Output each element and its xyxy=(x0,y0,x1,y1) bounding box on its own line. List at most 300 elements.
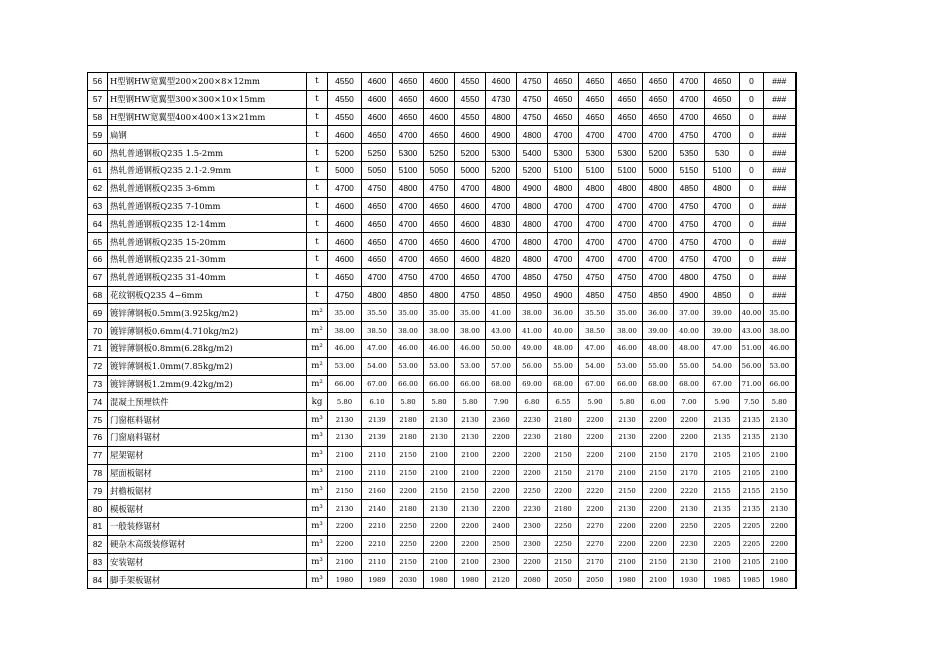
material-name-cell: 脚手架板锯材 xyxy=(108,571,307,589)
price-cell: 4750 xyxy=(579,268,612,286)
price-cell: 5200 xyxy=(486,161,517,179)
price-cell: 2105 xyxy=(705,446,740,464)
price-cell: 2200 xyxy=(643,535,674,553)
price-cell: 4650 xyxy=(424,250,455,268)
price-cell: 4700 xyxy=(393,250,424,268)
price-cell: 5250 xyxy=(424,144,455,162)
price-cell: 2135 xyxy=(705,500,740,518)
price-cell: 4800 xyxy=(643,179,674,197)
price-cell: 2139 xyxy=(362,428,393,446)
price-cell: 2130 xyxy=(764,500,796,518)
price-cell: 4700 xyxy=(424,268,455,286)
price-cell: 2200 xyxy=(517,464,548,482)
price-cell: 2205 xyxy=(705,535,740,553)
price-cell: 4600 xyxy=(455,250,486,268)
price-cell: 4700 xyxy=(674,90,705,108)
price-cell: 4650 xyxy=(705,73,740,91)
price-cell: 5.90 xyxy=(705,393,740,411)
unit-cell: t xyxy=(307,144,328,162)
price-cell: 2200 xyxy=(486,428,517,446)
price-cell: 2150 xyxy=(393,464,424,482)
price-cell: 2135 xyxy=(705,411,740,429)
unit-cell: kg xyxy=(307,393,328,411)
price-cell: 2170 xyxy=(674,464,705,482)
price-cell: 4850 xyxy=(579,286,612,304)
price-cell: 2200 xyxy=(643,411,674,429)
price-cell: 2180 xyxy=(393,500,424,518)
price-cell: 5400 xyxy=(517,144,548,162)
price-cell: 43.00 xyxy=(486,322,517,340)
price-cell: 6.10 xyxy=(362,393,393,411)
price-cell: 4800 xyxy=(517,250,548,268)
price-cell: 35.00 xyxy=(424,304,455,322)
unit-cell: t xyxy=(307,108,328,126)
price-cell: 4600 xyxy=(362,90,393,108)
price-cell: 38.00 xyxy=(424,322,455,340)
row-number-cell: 61 xyxy=(88,161,108,179)
price-cell: 2135 xyxy=(740,411,764,429)
price-cell: 2100 xyxy=(643,571,674,589)
price-cell: 0 xyxy=(740,73,764,91)
price-cell: 2100 xyxy=(328,553,362,571)
price-cell: 4650 xyxy=(362,233,393,251)
price-cell: 46.00 xyxy=(328,339,362,357)
price-cell: 0 xyxy=(740,250,764,268)
unit-cell: t xyxy=(307,179,328,197)
price-cell: 2110 xyxy=(362,464,393,482)
price-cell: 2200 xyxy=(612,517,643,535)
price-cell: 2270 xyxy=(579,517,612,535)
table-row xyxy=(88,393,796,411)
price-cell: 4600 xyxy=(455,233,486,251)
price-cell: 68.00 xyxy=(548,375,579,393)
price-cell: 4700 xyxy=(612,215,643,233)
price-cell: 4700 xyxy=(705,215,740,233)
price-cell: 4700 xyxy=(579,233,612,251)
price-cell: 4900 xyxy=(517,179,548,197)
price-cell: 66.00 xyxy=(612,375,643,393)
price-cell: 4700 xyxy=(579,126,612,144)
unit-cell: m² xyxy=(307,357,328,375)
row-number-cell: 81 xyxy=(88,517,108,535)
price-cell: 2130 xyxy=(612,428,643,446)
table-row xyxy=(88,446,796,464)
price-cell: 68.00 xyxy=(486,375,517,393)
unit-cell: t xyxy=(307,90,328,108)
price-cell: 4800 xyxy=(517,215,548,233)
price-cell: 5.80 xyxy=(424,393,455,411)
price-cell: 4650 xyxy=(328,268,362,286)
row-number-cell: 71 xyxy=(88,339,108,357)
price-cell: 7.00 xyxy=(674,393,705,411)
price-cell: 4750 xyxy=(674,250,705,268)
price-cell: 66.00 xyxy=(764,375,796,393)
price-cell: 53.00 xyxy=(424,357,455,375)
table-row xyxy=(88,73,796,91)
price-cell: 4750 xyxy=(455,286,486,304)
price-cell: 4750 xyxy=(674,197,705,215)
price-cell: 39.00 xyxy=(705,322,740,340)
price-cell: 4750 xyxy=(674,233,705,251)
price-cell: 2200 xyxy=(424,517,455,535)
price-cell: 4900 xyxy=(548,286,579,304)
price-cell: 4850 xyxy=(643,286,674,304)
table-row xyxy=(88,464,796,482)
row-number-cell: 73 xyxy=(88,375,108,393)
price-cell: 2150 xyxy=(612,482,643,500)
price-cell: 2250 xyxy=(517,482,548,500)
price-cell: ### xyxy=(764,286,796,304)
price-cell: 4850 xyxy=(486,286,517,304)
price-cell: ### xyxy=(764,233,796,251)
price-cell: 4550 xyxy=(328,108,362,126)
price-cell: 4700 xyxy=(705,126,740,144)
price-cell: 35.00 xyxy=(455,304,486,322)
price-cell: 4700 xyxy=(486,197,517,215)
price-cell: 2105 xyxy=(740,446,764,464)
price-cell: 530 xyxy=(705,144,740,162)
price-cell: 2130 xyxy=(424,428,455,446)
price-cell: 1930 xyxy=(674,571,705,589)
price-cell: 4700 xyxy=(579,197,612,215)
price-cell: 2155 xyxy=(740,482,764,500)
price-cell: 43.00 xyxy=(740,322,764,340)
row-number-cell: 78 xyxy=(88,464,108,482)
row-number-cell: 75 xyxy=(88,411,108,429)
price-cell: 46.00 xyxy=(393,339,424,357)
price-cell: 2230 xyxy=(517,500,548,518)
price-cell: 2200 xyxy=(579,411,612,429)
price-cell: 2180 xyxy=(548,428,579,446)
price-cell: 5200 xyxy=(643,144,674,162)
price-cell: 2200 xyxy=(328,517,362,535)
price-cell: 2100 xyxy=(424,553,455,571)
price-cell: 4600 xyxy=(455,215,486,233)
price-cell: ### xyxy=(764,197,796,215)
price-cell: 5.80 xyxy=(612,393,643,411)
price-cell: 4650 xyxy=(643,90,674,108)
price-cell: 2130 xyxy=(764,411,796,429)
price-cell: 38.00 xyxy=(517,304,548,322)
price-cell: 2200 xyxy=(548,482,579,500)
price-cell: 2250 xyxy=(548,517,579,535)
price-cell: 37.00 xyxy=(674,304,705,322)
price-cell: 4650 xyxy=(548,73,579,91)
price-cell: 2139 xyxy=(362,411,393,429)
price-cell: 2120 xyxy=(486,571,517,589)
price-cell: 0 xyxy=(740,161,764,179)
price-cell: 4950 xyxy=(517,286,548,304)
table-row xyxy=(88,268,796,286)
price-cell: 47.00 xyxy=(579,339,612,357)
price-cell: 2150 xyxy=(548,464,579,482)
price-cell: 2150 xyxy=(455,482,486,500)
price-cell: 35.50 xyxy=(362,304,393,322)
price-cell: 4650 xyxy=(362,250,393,268)
price-cell: 2130 xyxy=(328,500,362,518)
price-table xyxy=(87,72,797,589)
price-cell: 2200 xyxy=(643,500,674,518)
price-cell: 4750 xyxy=(328,286,362,304)
material-name-cell: 热轧普通钢板Q235 12-14mm xyxy=(108,215,307,233)
price-cell: 4650 xyxy=(705,108,740,126)
price-cell: 4650 xyxy=(643,73,674,91)
table-row xyxy=(88,500,796,518)
price-cell: 4750 xyxy=(612,268,643,286)
table-row xyxy=(88,126,796,144)
price-cell: 36.00 xyxy=(548,304,579,322)
price-cell: 0 xyxy=(740,286,764,304)
price-cell: 38.50 xyxy=(579,322,612,340)
price-cell: 67.00 xyxy=(579,375,612,393)
price-cell: 2400 xyxy=(486,517,517,535)
price-cell: 4750 xyxy=(705,268,740,286)
price-cell: 2150 xyxy=(643,446,674,464)
price-cell: 47.00 xyxy=(362,339,393,357)
price-cell: 2155 xyxy=(705,482,740,500)
price-cell: 4730 xyxy=(486,90,517,108)
table-row xyxy=(88,197,796,215)
price-cell: 1980 xyxy=(455,571,486,589)
price-cell: 2200 xyxy=(486,482,517,500)
price-cell: 5000 xyxy=(328,161,362,179)
price-cell: 2135 xyxy=(740,500,764,518)
price-cell: 2210 xyxy=(362,517,393,535)
material-name-cell: 安装锯材 xyxy=(108,553,307,571)
row-number-cell: 74 xyxy=(88,393,108,411)
material-name-cell: 热轧普通钢板Q235 7-10mm xyxy=(108,197,307,215)
price-cell: 2100 xyxy=(455,464,486,482)
price-cell: 4650 xyxy=(362,215,393,233)
price-cell: 51.00 xyxy=(740,339,764,357)
price-cell: 4800 xyxy=(393,179,424,197)
material-name-cell: 镀锌薄钢板0.8mm(6.28kg/m2) xyxy=(108,339,307,357)
price-cell: 66.00 xyxy=(455,375,486,393)
price-cell: 4700 xyxy=(705,233,740,251)
price-cell: 4750 xyxy=(517,90,548,108)
price-cell: 4550 xyxy=(328,73,362,91)
price-cell: ### xyxy=(764,90,796,108)
price-cell: 4700 xyxy=(548,215,579,233)
price-cell: 4650 xyxy=(393,73,424,91)
price-cell: 4800 xyxy=(674,268,705,286)
row-number-cell: 68 xyxy=(88,286,108,304)
table-row xyxy=(88,339,796,357)
price-cell: 2100 xyxy=(455,553,486,571)
row-number-cell: 70 xyxy=(88,322,108,340)
price-cell: 4850 xyxy=(393,286,424,304)
unit-cell: t xyxy=(307,197,328,215)
row-number-cell: 57 xyxy=(88,90,108,108)
price-cell: 2200 xyxy=(643,482,674,500)
table-row xyxy=(88,482,796,500)
price-cell: 4830 xyxy=(486,215,517,233)
price-cell: 2050 xyxy=(548,571,579,589)
price-cell: 4700 xyxy=(328,179,362,197)
price-cell: 2135 xyxy=(740,428,764,446)
row-number-cell: 63 xyxy=(88,197,108,215)
price-cell: 53.00 xyxy=(612,357,643,375)
price-cell: 4700 xyxy=(612,233,643,251)
price-cell: 4650 xyxy=(424,233,455,251)
price-cell: 4700 xyxy=(393,126,424,144)
material-name-cell: 模板锯材 xyxy=(108,500,307,518)
table-row xyxy=(88,553,796,571)
row-number-cell: 60 xyxy=(88,144,108,162)
row-number-cell: 80 xyxy=(88,500,108,518)
price-cell: 7.50 xyxy=(740,393,764,411)
price-cell: 48.00 xyxy=(643,339,674,357)
table-row xyxy=(88,375,796,393)
price-cell: 4600 xyxy=(486,73,517,91)
material-name-cell: 硬杂木高级装修锯材 xyxy=(108,535,307,553)
price-cell: 4700 xyxy=(705,250,740,268)
price-cell: 5150 xyxy=(674,161,705,179)
price-cell: 2200 xyxy=(455,535,486,553)
price-cell: 4750 xyxy=(612,286,643,304)
price-cell: 2110 xyxy=(362,446,393,464)
price-cell: 2100 xyxy=(764,446,796,464)
price-cell: 4700 xyxy=(455,179,486,197)
unit-cell: m² xyxy=(307,339,328,357)
price-cell: 48.00 xyxy=(674,339,705,357)
price-cell: 2100 xyxy=(455,446,486,464)
unit-cell: m³ xyxy=(307,535,328,553)
price-cell: 2100 xyxy=(764,553,796,571)
material-name-cell: 镀锌薄钢板0.5mm(3.925kg/m2) xyxy=(108,304,307,322)
price-cell: 2100 xyxy=(612,553,643,571)
price-cell: 2100 xyxy=(328,464,362,482)
price-cell: ### xyxy=(764,161,796,179)
price-cell: 2300 xyxy=(486,553,517,571)
row-number-cell: 62 xyxy=(88,179,108,197)
price-cell: 4550 xyxy=(328,90,362,108)
price-cell: 2130 xyxy=(612,500,643,518)
price-cell: 55.00 xyxy=(548,357,579,375)
price-cell: 4650 xyxy=(579,73,612,91)
row-number-cell: 72 xyxy=(88,357,108,375)
price-cell: 2200 xyxy=(486,464,517,482)
price-cell: 69.00 xyxy=(517,375,548,393)
price-cell: 4820 xyxy=(486,250,517,268)
price-cell: 2130 xyxy=(674,553,705,571)
table-row xyxy=(88,357,796,375)
table-row xyxy=(88,108,796,126)
price-cell: 5100 xyxy=(393,161,424,179)
price-cell: 2360 xyxy=(486,411,517,429)
price-cell: 4850 xyxy=(705,286,740,304)
row-number-cell: 82 xyxy=(88,535,108,553)
price-cell: 4550 xyxy=(455,108,486,126)
price-cell: 4650 xyxy=(579,108,612,126)
row-number-cell: 77 xyxy=(88,446,108,464)
price-cell: 4800 xyxy=(517,126,548,144)
price-cell: 2100 xyxy=(328,446,362,464)
price-cell: 4650 xyxy=(424,126,455,144)
price-cell: 38.00 xyxy=(612,322,643,340)
price-cell: 4800 xyxy=(612,179,643,197)
unit-cell: m² xyxy=(307,375,328,393)
price-cell: 4700 xyxy=(393,233,424,251)
price-cell: 38.00 xyxy=(328,322,362,340)
price-cell: 4650 xyxy=(393,108,424,126)
price-cell: 57.00 xyxy=(486,357,517,375)
price-cell: 2200 xyxy=(579,500,612,518)
material-name-cell: 热轧普通钢板Q235 31-40mm xyxy=(108,268,307,286)
unit-cell: m³ xyxy=(307,411,328,429)
price-cell: 4650 xyxy=(424,197,455,215)
price-cell: 2150 xyxy=(328,482,362,500)
price-cell: 2130 xyxy=(455,428,486,446)
price-cell: 2205 xyxy=(740,535,764,553)
price-cell: 35.00 xyxy=(328,304,362,322)
price-cell: 41.00 xyxy=(517,322,548,340)
price-cell: 2300 xyxy=(517,517,548,535)
price-cell: 38.00 xyxy=(455,322,486,340)
price-cell: 2200 xyxy=(579,446,612,464)
table-row xyxy=(88,571,796,589)
price-cell: 48.00 xyxy=(548,339,579,357)
price-cell: 4750 xyxy=(674,126,705,144)
price-cell: 4600 xyxy=(362,108,393,126)
price-cell: 2130 xyxy=(674,500,705,518)
price-cell: 54.00 xyxy=(362,357,393,375)
price-cell: 0 xyxy=(740,215,764,233)
material-name-cell: 镀锌薄钢板0.6mm(4.710kg/m2) xyxy=(108,322,307,340)
table-row xyxy=(88,250,796,268)
price-cell: 40.00 xyxy=(740,304,764,322)
table-row xyxy=(88,304,796,322)
material-name-cell: 热轧普通钢板Q235 15-20mm xyxy=(108,233,307,251)
table-body xyxy=(88,73,796,589)
price-cell: 2200 xyxy=(393,482,424,500)
unit-cell: m³ xyxy=(307,517,328,535)
price-cell: 5000 xyxy=(643,161,674,179)
price-cell: ### xyxy=(764,179,796,197)
price-cell: 2180 xyxy=(548,411,579,429)
price-cell: 5100 xyxy=(705,161,740,179)
unit-cell: t xyxy=(307,250,328,268)
price-cell: 2180 xyxy=(393,411,424,429)
price-cell: 4650 xyxy=(455,268,486,286)
price-cell: 4900 xyxy=(486,126,517,144)
row-number-cell: 64 xyxy=(88,215,108,233)
row-number-cell: 76 xyxy=(88,428,108,446)
price-cell: 2130 xyxy=(424,411,455,429)
price-cell: 2200 xyxy=(643,517,674,535)
price-cell: 46.00 xyxy=(455,339,486,357)
price-cell: 41.00 xyxy=(486,304,517,322)
unit-cell: m³ xyxy=(307,446,328,464)
price-cell: 2030 xyxy=(393,571,424,589)
price-cell: 4800 xyxy=(579,179,612,197)
price-cell: 2100 xyxy=(705,553,740,571)
price-cell: 2150 xyxy=(393,446,424,464)
price-cell: 2135 xyxy=(705,428,740,446)
price-cell: 5.80 xyxy=(455,393,486,411)
material-name-cell: 封檐板锯材 xyxy=(108,482,307,500)
price-cell: 4700 xyxy=(393,215,424,233)
price-cell: 2170 xyxy=(674,446,705,464)
price-cell: 68.00 xyxy=(643,375,674,393)
price-cell: 2140 xyxy=(362,500,393,518)
price-cell: 1980 xyxy=(424,571,455,589)
price-cell: 2130 xyxy=(764,428,796,446)
price-cell: 2300 xyxy=(517,535,548,553)
unit-cell: t xyxy=(307,286,328,304)
price-cell: 4700 xyxy=(643,233,674,251)
unit-cell: t xyxy=(307,268,328,286)
